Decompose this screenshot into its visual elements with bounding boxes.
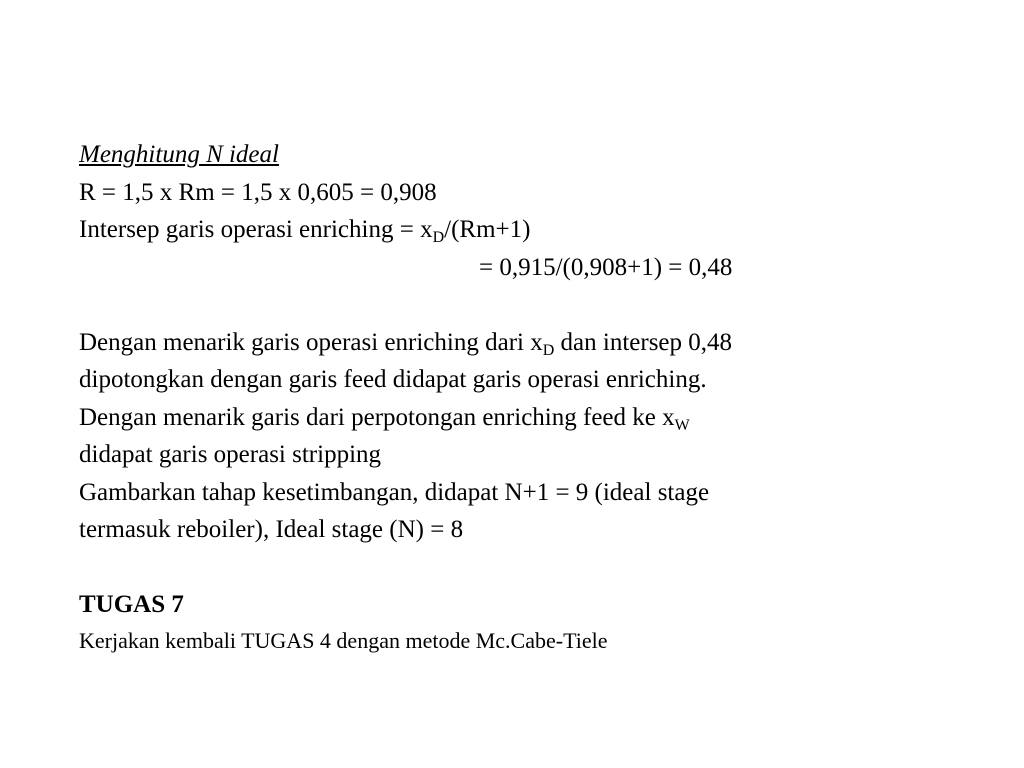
intercept-result: = 0,915/(0,908+1) = 0,48 (479, 253, 733, 281)
paragraph-line-3-prefix: Dengan menarik garis dari perpotongan enriching feed ke x (79, 403, 675, 431)
paragraph-line-5: Gambarkan tahap kesetimbangan, didapat N+1 = 9 (ideal stage (79, 478, 710, 506)
paragraph-line-3-subscript: W (674, 416, 690, 434)
paragraph-line-1-subscript: D (542, 341, 555, 359)
paragraph-line-1 (79, 324, 979, 362)
paragraph-line-6: termasuk reboiler), Ideal stage (N) = 8 (79, 516, 464, 543)
paragraph-line-1-suffix: dan intersep 0,48 (554, 328, 733, 356)
paragraph-line-3 (79, 399, 979, 437)
intercept-prefix: Intersep garis operasi enriching = x (79, 216, 433, 243)
intercept-subscript: D (432, 229, 445, 246)
intercept-formula (79, 211, 979, 249)
task-title: TUGAS 7 (79, 591, 184, 618)
spacer (79, 286, 979, 324)
task-body: Kerjakan kembali TUGAS 4 dengan metode Mc.Cabe-Tiele (79, 627, 608, 653)
spacer (79, 549, 979, 587)
paragraph-line-1-prefix: Dengan menarik garis operasi enriching dari x (79, 328, 543, 356)
r-equation: R = 1,5 x Rm = 1,5 x 0,605 = 0,908 (79, 178, 437, 206)
paragraph-line-4: didapat garis operasi stripping (79, 441, 382, 468)
section-heading: Menghitung N ideal (79, 141, 279, 168)
section-heading-line (79, 136, 979, 174)
slide-content (79, 136, 979, 658)
paragraph-line-2: dipotongkan dengan garis feed didapat garis operasi enriching. (79, 366, 707, 393)
intercept-suffix: /(Rm+1) (444, 216, 531, 243)
